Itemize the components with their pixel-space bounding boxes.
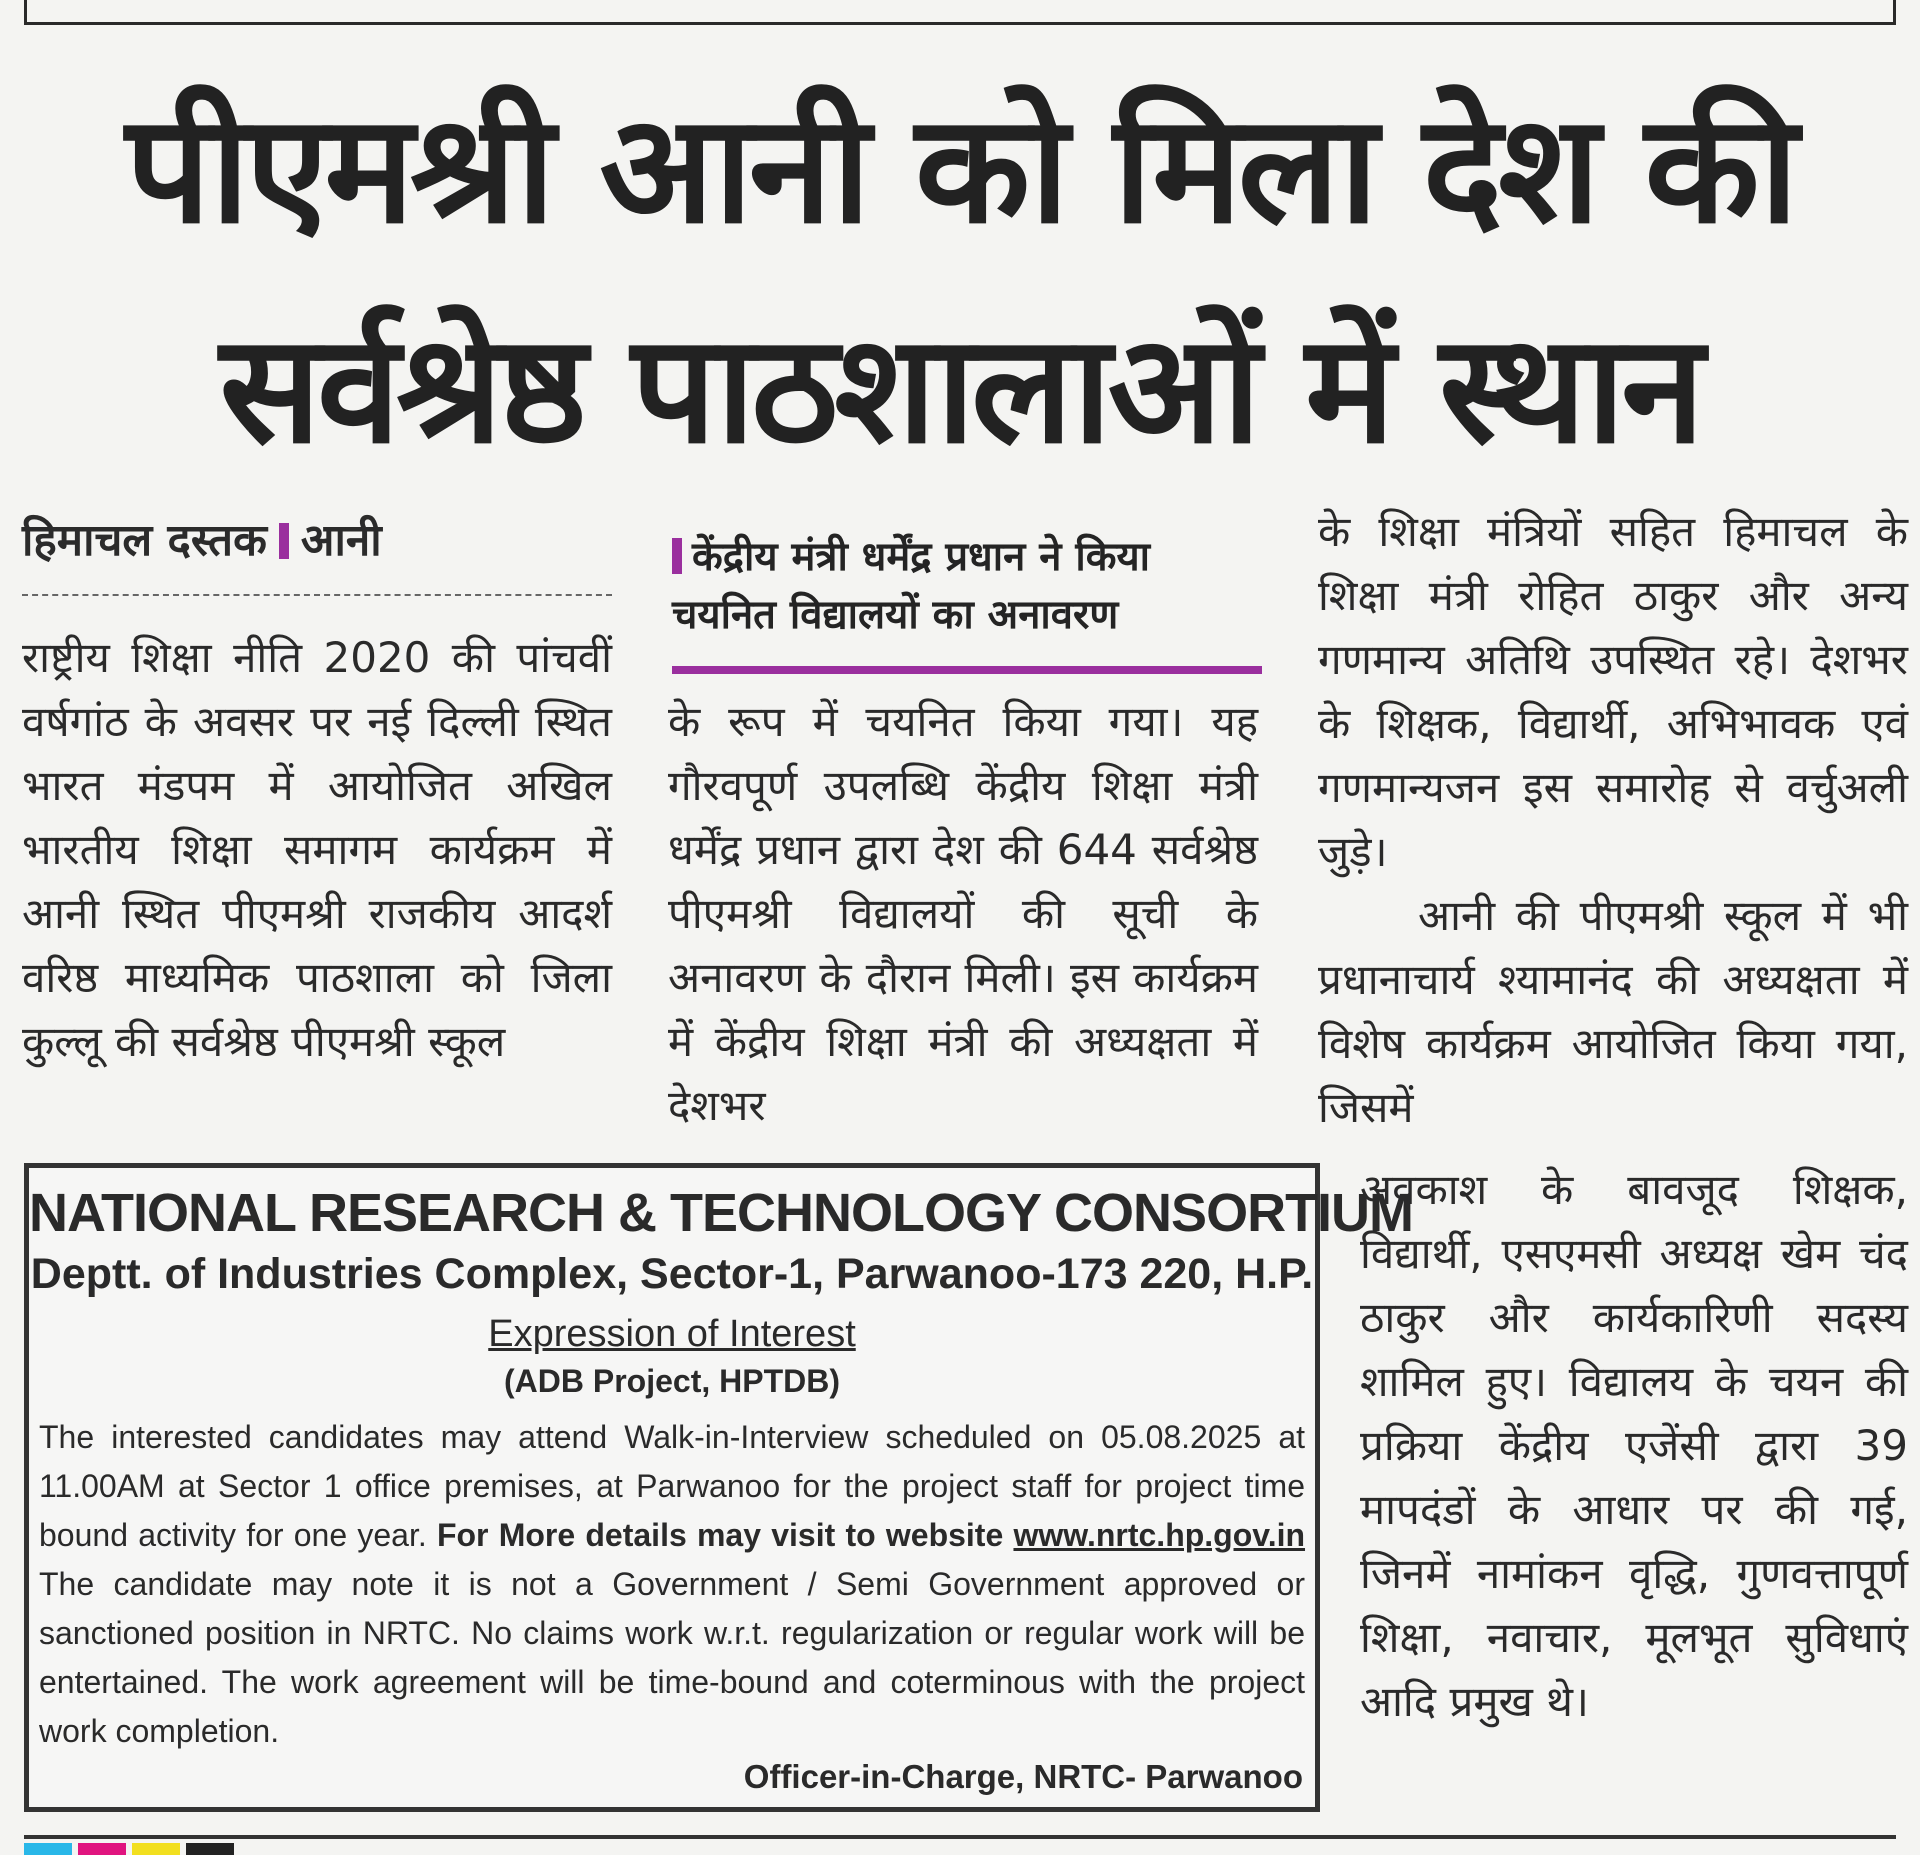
byline-separator-icon [279, 523, 289, 559]
ad-body [39, 1413, 1305, 1756]
ad-body-disclaimer: The candidate may note it is not a Government / Semi Government approved or sanctioned position in NRTC. No claims work w.r.t. regularization or regular work will be entertained. The work agreement will be time-bound and coterminous with the project work completion. [39, 1566, 1305, 1749]
ad-body-bold-text: For More details may visit to website [436, 1517, 1004, 1553]
headline-line-2: सर्वश्रेष्ठ पाठशालाओं में स्थान [219, 303, 1701, 477]
ad-subtitle: (ADB Project, HPTDB) [503, 1363, 840, 1399]
ad-organization: NATIONAL RESEARCH & TECHNOLOGY CONSORTIUM [29, 1183, 1414, 1243]
article-column-left: राष्ट्रीय शिक्षा नीति 2020 की पांचवीं वर्षगांठ के अवसर पर नई दिल्ली स्थित भारत मंडपम में आयोजित अखिल भारतीय शिक्षा समागम कार्यक्रम में आनी स्थित पीएमश्री राजकीय आदर्श वरिष्ठ माध्यमिक पाठशाला को जिला कुल्लू की सर्वश्रेष्ठ पीएमश्री स्कूल [22, 633, 612, 1066]
ad-title: Expression of Interest [488, 1313, 856, 1355]
cyan-swatch [24, 1843, 72, 1855]
bottom-border [24, 1835, 1896, 1839]
article-column-middle: के रूप में चयनित किया गया। यह गौरवपूर्ण उपलब्धि केंद्रीय शिक्षा मंत्री धर्मेंद्र प्रधान द्वारा देश की 644 सर्वश्रेष्ठ पीएमश्री विद्यालयों की सूची के अनावरण के दौरान मिली। इस कार्यक्रम में केंद्रीय शिक्षा मंत्री की अध्यक्षता में देशभर [668, 697, 1258, 1130]
article-paragraph: के शिक्षा मंत्रियों सहित हिमाचल के शिक्षा मंत्री रोहित ठाकुर और अन्य गणमान्य अतिथि उपस्थित रहे। देशभर के शिक्षक, विद्यार्थी, अभिभावक एवं गणमान्यजन इस समारोह से वर्चुअली जुड़े। [1318, 507, 1908, 876]
color-registration-strip [24, 1843, 240, 1855]
article-column-right-bottom: अवकाश के बावजूद शिक्षक, विद्यार्थी, एसएमसी अध्यक्ष खेम चंद ठाकुर और कार्यकारिणी सदस्य शामिल हुए। विद्यालय के चयन की प्रक्रिया केंद्रीय एजेंसी द्वारा 39 मापदंडों के आधार पर की गई, जिनमें नामांकन वृद्धि, गुणवत्तापूर्ण शिक्षा, नवाचार, मूलभूत सुविधाएं आदि प्रमुख थे। [1360, 1165, 1908, 1726]
ad-signature: Officer-in-Charge, NRTC- Parwanoo [743, 1758, 1303, 1795]
subhead-text: केंद्रीय मंत्री धर्मेंद्र प्रधान ने किया चयनित विद्यालयों का अनावरण [672, 534, 1151, 638]
byline [22, 508, 612, 596]
ad-website-link[interactable]: www.nrtc.hp.gov.in [1013, 1517, 1306, 1553]
byline-source: हिमाचल दस्तक [22, 515, 267, 566]
subhead-marker-icon [672, 538, 682, 574]
ad-address: Deptt. of Industries Complex, Sector-1, Parwanoo-173 220, H.P. [30, 1250, 1314, 1298]
ad-body-text: The interested candidates may attend Walk-in-Interview scheduled on 05.08.2025 at 11.00AM at Sector 1 office premises, at Parwanoo for the project staff for project time bound activity for one year. [39, 1419, 1305, 1553]
article-paragraph: आनी की पीएमश्री स्कूल में भी प्रधानाचार्य श्यामानंद की अध्यक्षता में विशेष कार्यक्रम आयोजित किया गया, जिसमें [1318, 891, 1908, 1132]
byline-place: आनी [300, 515, 382, 566]
magenta-swatch [78, 1843, 126, 1855]
yellow-swatch [132, 1843, 180, 1855]
black-swatch [186, 1843, 234, 1855]
top-border [24, 0, 1896, 25]
advertisement-box [24, 1163, 1414, 1812]
headline-line-1: पीएमश्री आनी को मिला देश की [125, 83, 1795, 257]
subheadline [672, 528, 1262, 674]
article-column-right-top [1318, 500, 1908, 1140]
